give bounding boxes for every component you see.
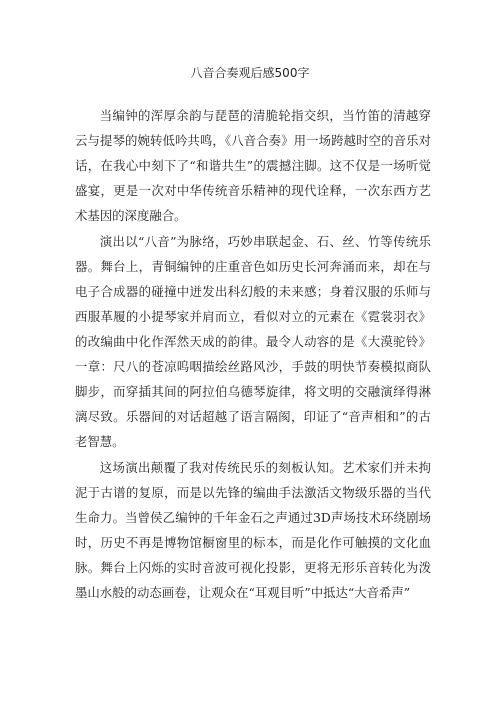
paragraph: 当编钟的浑厚余韵与琵琶的清脆轮指交织，当竹笛的清越穿云与提琴的婉转低吟共鸣，《八音合奏》用一场跨越时空的音乐对话，在我心中刻下了“和谐共生”的震撼注脚。这不仅是一场听觉盛宴，更是一次对中华传统音乐精神的现代诠释，一次东西方艺术基因的深度融合。: [75, 108, 431, 223]
document-title: 八音合奏观后感500字: [190, 66, 310, 80]
paragraph: 演出以“八音”为脉络，巧妙串联起金、石、丝、竹等传统乐器。舞台上，青铜编钟的庄重音色如历史长河奔涌而来，却在与电子合成器的碰撞中迸发出科幻般的未来感；身着汉服的乐师与西服革履的小提琴家并肩而立，看似对立的元素在《霓裳羽衣》的改编曲中化作浑然天成的韵律。最令人动容的是《大漠驼铃》一章：尺八的苍凉呜咽描绘丝路风沙，手鼓的明快节奏模拟商队脚步，而穿插其间的阿拉伯乌德琴旋律，将文明的交融演绎得淋漓尽致。乐器间的对话超越了语言隔阂，印证了“音声相和”的古老智慧。: [75, 234, 431, 449]
paragraph: 这场演出颠覆了我对传统民乐的刻板认知。艺术家们并未拘泥于古谱的复原，而是以先锋的编曲手法激活文物级乐器的当代生命力。当曾侯乙编钟的千年金石之声通过3D声场技术环绕剧场时，历史不再是博物馆橱窗里的标本，而是化作可触摸的文化血脉。舞台上闪烁的实时音波可视化投影，更将无形乐音转化为泼墨山水般的动态画卷，让观众在“耳观目听”中抵达“大音希声”: [75, 460, 431, 600]
document-body: [75, 103, 431, 606]
